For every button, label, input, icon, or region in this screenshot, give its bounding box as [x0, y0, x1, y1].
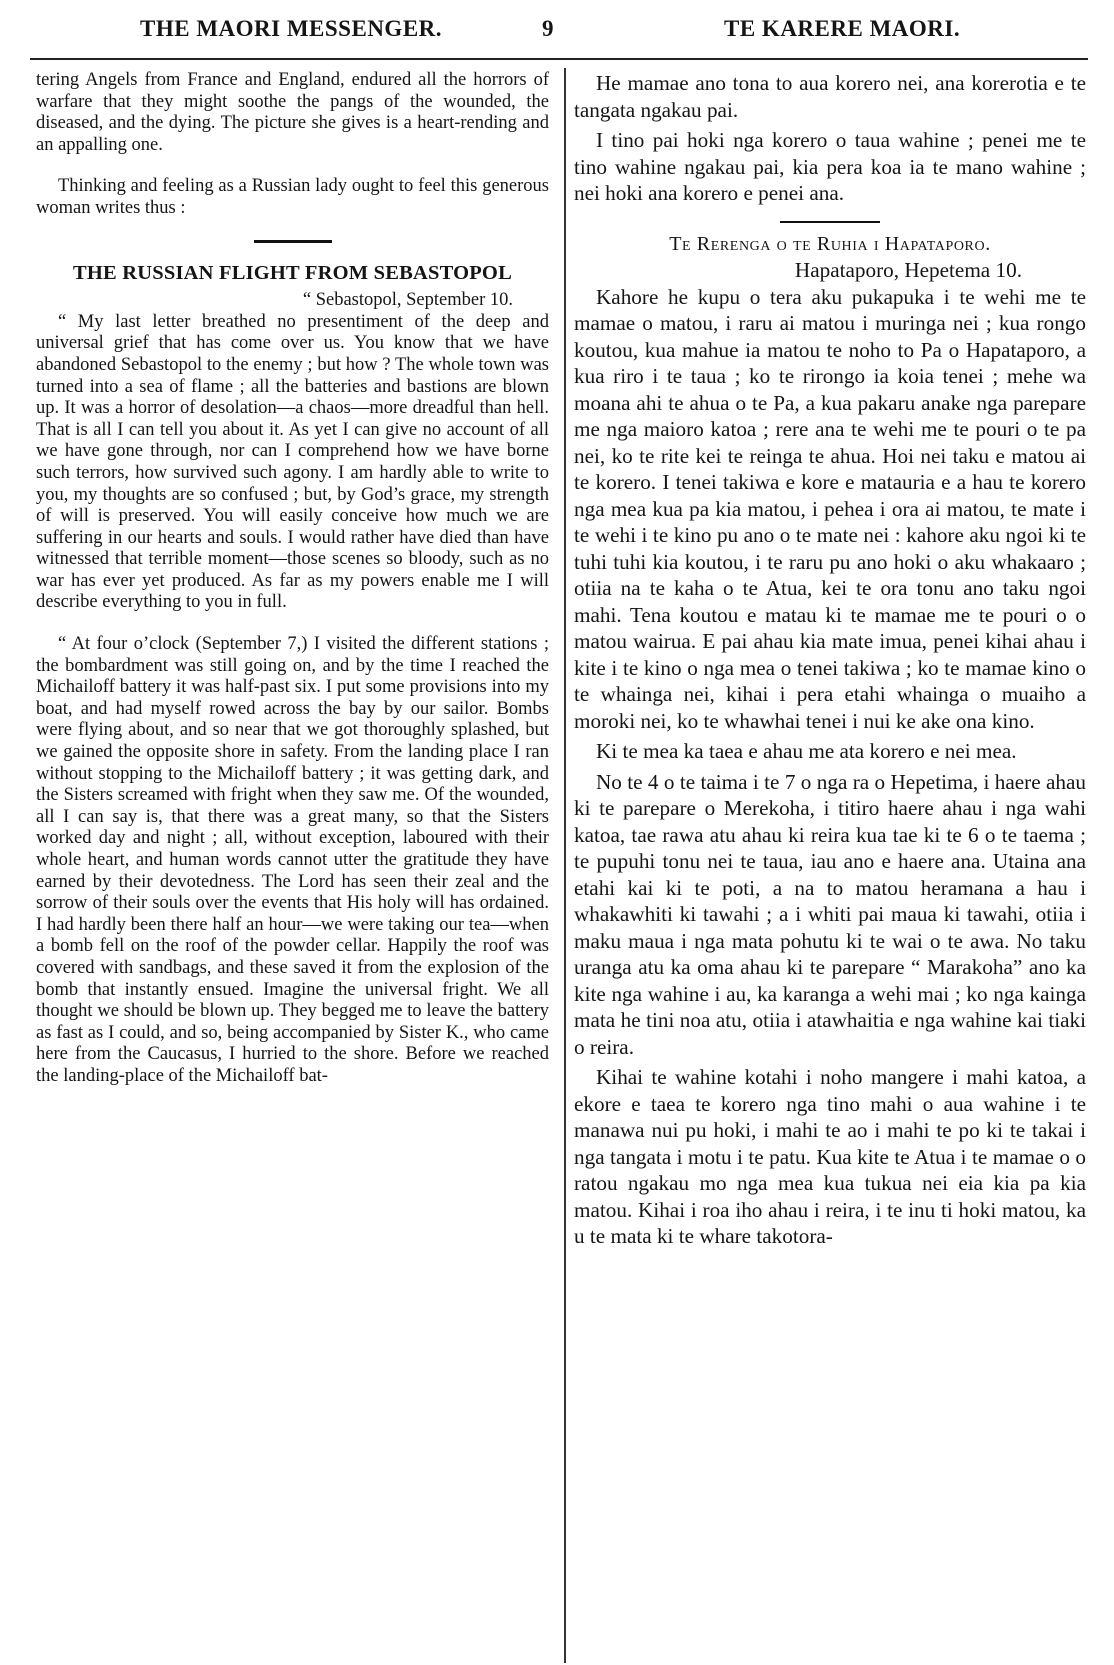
- english-thinking-paragraph: Thinking and feeling as a Russian lady ought to feel this generous woman writes thus :: [36, 176, 549, 218]
- english-article-title: THE RUSSIAN FLIGHT FROM SEBASTOPOL: [73, 261, 512, 284]
- section-divider: [254, 240, 332, 243]
- maori-dateline: Hapataporo, Hepetema 10.: [794, 258, 1022, 282]
- maori-intro-paragraph: He mamae ano tona to aua korero nei, ana korerotia e te tangata ngakau pai.: [574, 71, 1086, 122]
- maori-section-divider: [780, 221, 880, 223]
- header-english-title: THE MAORI MESSENGER.: [140, 16, 443, 41]
- column-divider: [564, 68, 566, 1663]
- english-dateline: “ Sebastopol, September 10.: [302, 290, 513, 311]
- page-header: [30, 10, 1088, 50]
- english-column: [36, 70, 549, 1088]
- english-intro-paragraph: tering Angels from France and England, endured all the horrors of warfare that they might soothe the pangs of the wounded, the diseased, and the dying. The picture she gives is a heart-rending and an appalling one.: [36, 70, 549, 155]
- maori-tino-paragraph: I tino pai hoki nga korero o taua wahine ; penei me te tino wahine ngakau pai, kia pera koa ia te mano wahine ; nei hoki ana korero e penei ana.: [574, 128, 1086, 205]
- header-maori-title: TE KARERE MAORI.: [724, 16, 961, 41]
- page-number: 9: [542, 16, 554, 41]
- maori-letter-paragraph-2: Ki te mea ka taea e ahau me ata korero e nei mea.: [596, 739, 1017, 763]
- maori-column: [574, 70, 1086, 1254]
- maori-letter-paragraph-4: Kihai te wahine kotahi i noho mangere i mahi katoa, a ekore e taea te korero nga tino mahi o aua wahine i te manawa nui pu hoki, i mahi te ao i mahi te po ki te takai i nga tangata i motu i te patu. Kua kite te Atua i te mamae o o ratou ngakau mo nga mea kua tukua nei eia kia pa kia matou. Kihai i roa iho ahau i reira, i te inu ti hoki matou, ka u te mata ki te whare takotora-: [574, 1065, 1086, 1248]
- maori-article-title: Te Rerenga o te Ruhia i Hapataporo.: [669, 232, 991, 255]
- header-rule: [30, 58, 1088, 60]
- english-letter-paragraph-2: “ At four o’clock (September 7,) I visited the different stations ; the bombardment was still going on, and by the time I reached the Michailoff battery it was half-past six. I put some provisions into my boat, and had myself rowed across the bay by our sailor. Bombs were flying about, and so near that we got thoroughly splashed, but we gained the opposite shore in safety. From the landing place I ran without stopping to the Michailoff battery ; it was getting dark, and the Sisters screamed with fright when they saw me. Of the wounded, all I can say is, that there was a great many, so that the Sisters worked day and night ; all, without exception, laboured with their whole heart, and human words cannot utter the gratitude they have earned by their devotedness. The Lord has seen their zeal and the sorrow of their souls over the events that His holy will has ordained. I had hardly been there half an hour—we were taking our tea—when a bomb fell on the roof of the powder cellar. Happily the roof was covered with sandbags, and these saved it from the explosion of the bomb that instantly ensued. Imagine the universal fright. We all thought we should be blown up. They begged me to leave the battery as fast as I could, and so, being accompanied by Sister K., who came here from the Caucasus, I hurried to the shore. Before we reached the landing-place of the Michailoff bat-: [36, 634, 549, 1086]
- maori-letter-paragraph-3: No te 4 o te taima i te 7 o nga ra o Hepetima, i haere ahau ki te parepare o Merekoha, i titiro haere ahau i nga wahi katoa, tae rawa atu ahau ki reira kua tae ki te 6 o te taema ; te pupuhi tonu nei te taua, iau ano e haere ana. Utaina ana etahi kai ki te poti, a na to matou heramana a hau i whakawhiti ki tawahi ; a i whiti pai maua ki tawahi, otiia i maku maua i nga mata pohutu ki te wai o te awa. No taku uranga atu ka oma ahau ki te parepare “ Marakoha” ano ka kite nga wahine i au, ka karanga a wehi mai ; ko nga kainga mata he tini noa atu, otiia i atawhaitia e nga wahine kai tiaki o reira.: [574, 769, 1086, 1059]
- maori-letter-paragraph-1: Kahore he kupu o tera aku pukapuka i te wehi me te mamae o matou, i raru ai matou i muringa nei ; kua rongo koutou, kua mahue ia matou te noho to Pa o Hapataporo, a kua riro i te taua ; ko te rirongo ia koia tenei ; mehe wa moana ahi te ahua o te Pa, a kua pakaru anake nga parepare me nga maioro katoa ; rere ana te wehi me te pouri o te pa nei, ko te rite kei te reinga te ahua. Hoi nei taku e matou ai te korero. I tenei takiwa e kore e matauria e a hau te korero nga mea kua pa kia matou, i pehea i ora ai matou, te mate i te wehi i te kino pu ano o te mate nei : kahore aku ngoi ki te tuhi tuhi kia koutou, i te raru pu ano hoki o aku whakaaro ; otiia na te kaha o te Atua, kei te ora tonu ano taku ngoi mahi. Tena koutou e matau ki te mamae me te pouri o o matou wairua. E pai ahau kia mate imua, penei kihai ahau i kite i te kino o nga mea o tenei takiwa ; ko te mamae kino o te whainga nei, kihai i pera etahi whainga o muaiho a moroki nei, ko te whawhai tenei i nui ke ake ona kino.: [574, 284, 1086, 733]
- english-letter-paragraph-1: “ My last letter breathed no presentiment of the deep and universal grief that has come over us. You know that we have abandoned Sebastopol to the enemy ; but how ? The whole town was turned into a sea of flame ; all the batteries and bastions are blown up. It was a horror of desolation—a chaos—more dreadful than hell. That is all I can tell you about it. As yet I can give no account of all we have gone through, nor can I comprehend how we have borne such terrors, how survived such agony. I am hardly able to write to you, my thoughts are so confused ; but, by God’s grace, my strength of will is preserved. You will easily conceive how much we are suffering in our hearts and souls. I would rather have died than have witnessed that terrible moment—those scenes so bloody, such as no war has ever yet produced. As far as my powers enable me I will describe everything to you in full.: [36, 311, 549, 613]
